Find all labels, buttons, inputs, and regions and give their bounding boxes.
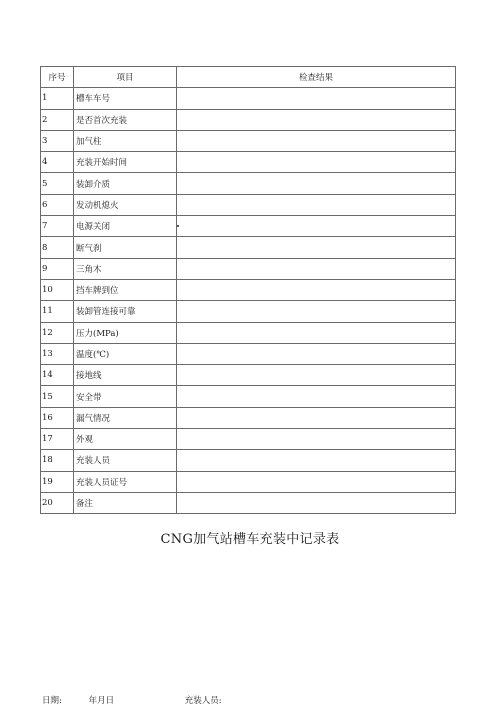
row-item: 是否首次充装 [74, 109, 177, 130]
row-result-cell[interactable] [177, 471, 456, 492]
signature-footer [42, 694, 222, 706]
row-no: 5 [41, 173, 74, 194]
row-no: 15 [41, 386, 74, 407]
row-result-cell[interactable] [177, 109, 456, 130]
row-item: 压力(MPa) [74, 322, 177, 343]
row-item: 电源关闭 [74, 216, 177, 237]
row-result-cell[interactable] [177, 216, 456, 237]
table-row [41, 492, 456, 513]
table-row [41, 279, 456, 300]
row-no: 10 [41, 279, 74, 300]
row-no: 20 [41, 492, 74, 513]
row-result-cell[interactable] [177, 407, 456, 428]
row-result-cell[interactable] [177, 173, 456, 194]
row-no: 8 [41, 237, 74, 258]
row-no: 12 [41, 322, 74, 343]
row-item: 加气柱 [74, 130, 177, 151]
inspection-table [40, 66, 456, 514]
table-row [41, 216, 456, 237]
table-row [41, 450, 456, 471]
table-row [41, 173, 456, 194]
table-row [41, 322, 456, 343]
table-row [41, 130, 456, 151]
row-no: 2 [41, 109, 74, 130]
row-result-cell[interactable] [177, 237, 456, 258]
row-result-cell[interactable] [177, 130, 456, 151]
row-result-cell[interactable] [177, 322, 456, 343]
row-no: 11 [41, 301, 74, 322]
row-result-cell[interactable] [177, 152, 456, 173]
table-row [41, 88, 456, 109]
row-item: 三角木 [74, 258, 177, 279]
row-item: 温度(℃) [74, 343, 177, 364]
header-item: 项目 [74, 67, 177, 88]
row-result-cell[interactable] [177, 386, 456, 407]
row-no: 16 [41, 407, 74, 428]
row-item: 充装人员证号 [74, 471, 177, 492]
header-result: 检查结果 [177, 67, 456, 88]
row-item: 充装人员 [74, 450, 177, 471]
row-item: 安全带 [74, 386, 177, 407]
row-item: 漏气情况 [74, 407, 177, 428]
row-no: 3 [41, 130, 74, 151]
table-row [41, 152, 456, 173]
header-no: 序号 [41, 67, 74, 88]
row-no: 18 [41, 450, 74, 471]
row-result-cell[interactable] [177, 450, 456, 471]
row-result-cell[interactable] [177, 301, 456, 322]
row-result-cell[interactable] [177, 279, 456, 300]
stray-dot-mark [177, 225, 179, 227]
row-item: 挡车牌到位 [74, 279, 177, 300]
row-no: 14 [41, 365, 74, 386]
table-row [41, 407, 456, 428]
row-result-cell[interactable] [177, 88, 456, 109]
table-row [41, 258, 456, 279]
table-row [41, 365, 456, 386]
row-item: 充装开始时间 [74, 152, 177, 173]
table-row [41, 301, 456, 322]
table-row [41, 471, 456, 492]
operator-label: 充装人员: [184, 696, 222, 706]
row-no: 7 [41, 216, 74, 237]
table-row [41, 343, 456, 364]
row-item: 装卸管连接可靠 [74, 301, 177, 322]
row-result-cell[interactable] [177, 343, 456, 364]
table-row [41, 386, 456, 407]
row-no: 6 [41, 194, 74, 215]
row-result-cell[interactable] [177, 492, 456, 513]
row-no: 17 [41, 429, 74, 450]
row-item: 外观 [74, 429, 177, 450]
row-item: 断气刹 [74, 237, 177, 258]
table-row [41, 237, 456, 258]
row-no: 13 [41, 343, 74, 364]
row-item: 装卸介质 [74, 173, 177, 194]
row-item: 接地线 [74, 365, 177, 386]
row-result-cell[interactable] [177, 258, 456, 279]
row-result-cell[interactable] [177, 429, 456, 450]
table-row [41, 194, 456, 215]
row-no: 4 [41, 152, 74, 173]
row-no: 19 [41, 471, 74, 492]
table-header-row [41, 67, 456, 88]
row-no: 1 [41, 88, 74, 109]
table-row [41, 109, 456, 130]
row-no: 9 [41, 258, 74, 279]
date-value: 年月日 [88, 696, 115, 706]
date-label: 日期: [42, 696, 62, 706]
row-item: 槽车车号 [74, 88, 177, 109]
row-result-cell[interactable] [177, 365, 456, 386]
row-item: 发动机熄火 [74, 194, 177, 215]
document-title: CNG加气站槽车充装中记录表 [160, 532, 340, 547]
row-result-cell[interactable] [177, 194, 456, 215]
table-row [41, 429, 456, 450]
row-item: 备注 [74, 492, 177, 513]
